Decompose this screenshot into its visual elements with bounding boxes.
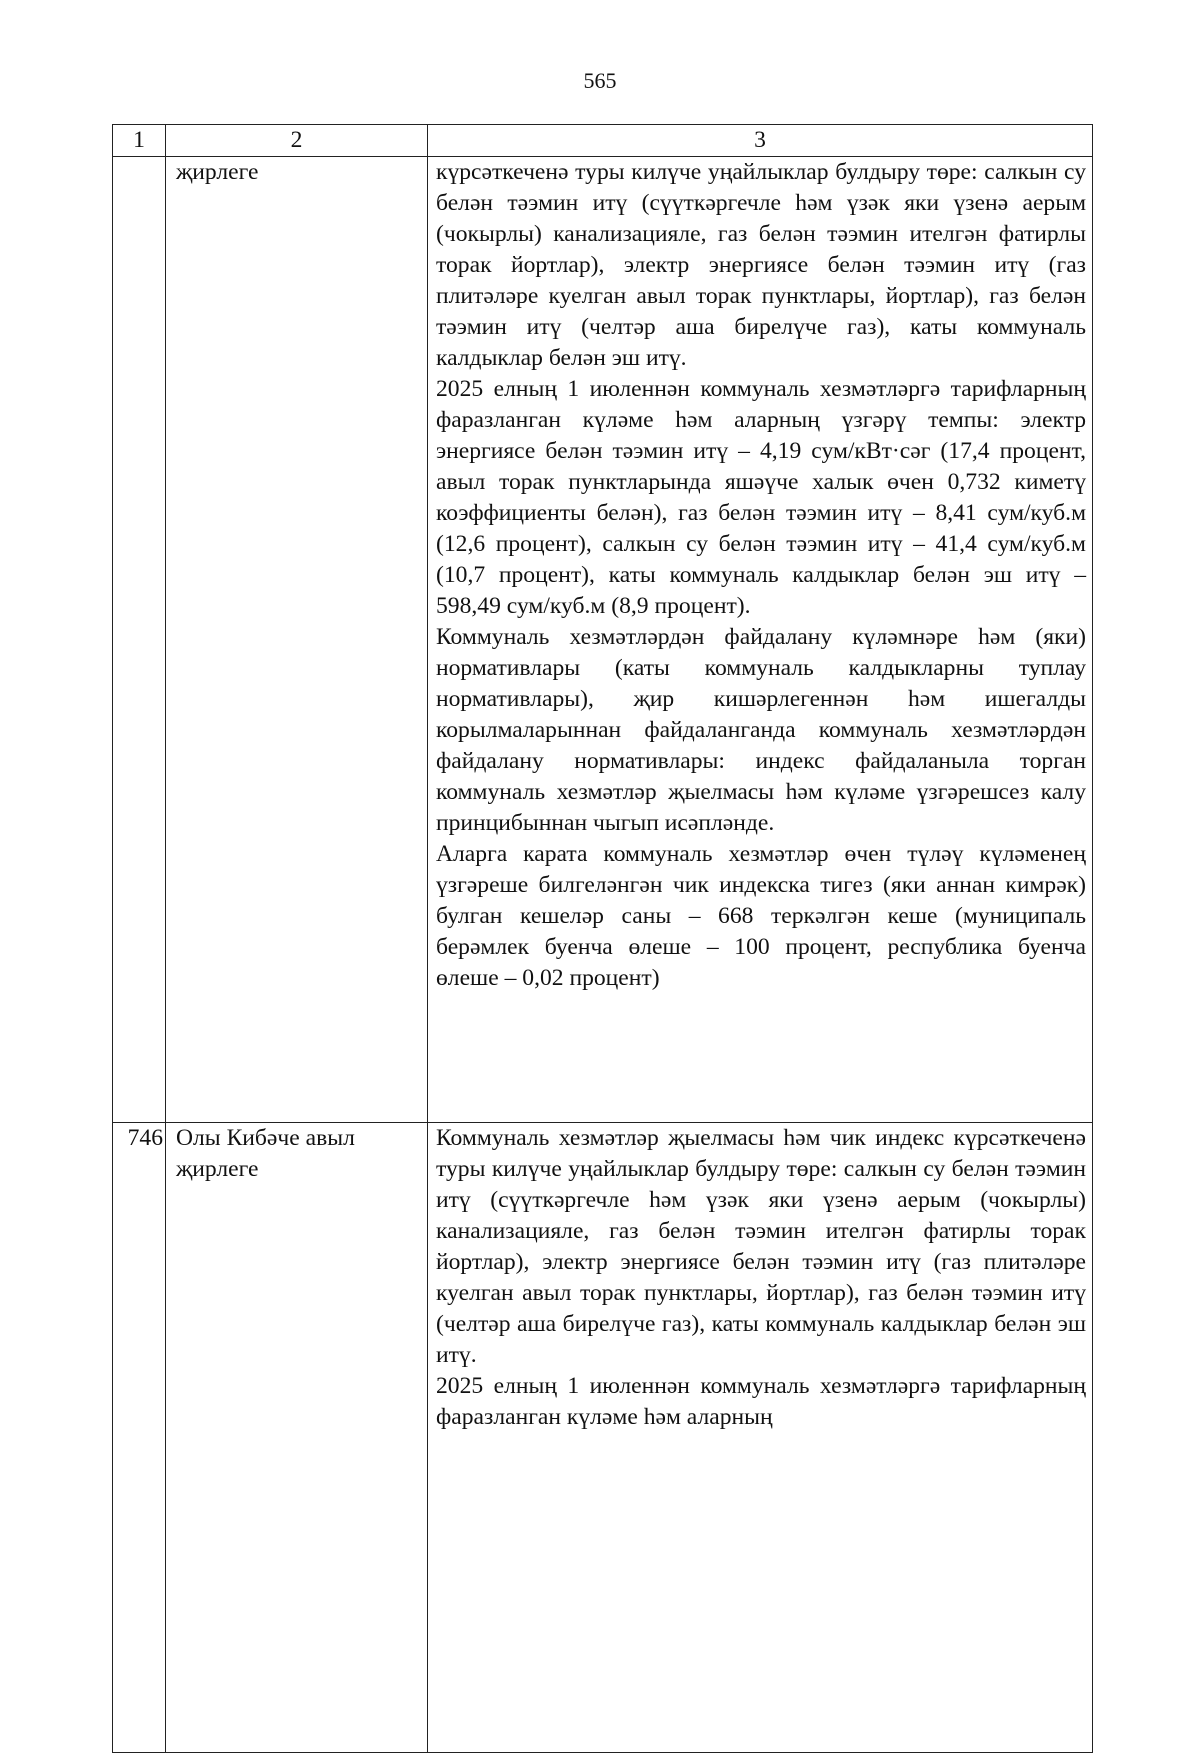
- settlement-name-line: җирлеге: [176, 159, 259, 185]
- description-cell: [428, 1123, 1093, 1753]
- column-header-2: 2: [166, 125, 428, 157]
- column-header-3: 3: [428, 125, 1093, 157]
- description-paragraph: 2025 елның 1 июленнән коммуналь хезмәтләргә тарифларның фаразланган күләме һәм аларның: [436, 1373, 1086, 1430]
- description-paragraph: Коммуналь хезмәтләрдән файдалану күләмнәре һәм (яки) нормативлары (каты коммуналь калдыкларны туплау нормативлары), җир кишәрлегеннән һәм ишегалды корылмаларыннан файдаланганда коммуналь хезмәтләрдән файдалану нормативлары: индекс файдаланыла торган коммуналь хезмәтләр җыелмасы һәм күләме үзгәрешсез калу принцибыннан чыгып исәпләнде.: [436, 624, 1086, 836]
- settlement-name-line: Олы Кибәче авыл: [176, 1125, 355, 1151]
- table-header-row: [113, 125, 1093, 157]
- description-paragraph: Аларга карата коммуналь хезмәтләр өчен түләү күләменең үзгәреше билгеләнгән чик индекска тигез (яки аннан кимрәк) булган кешеләр саны – 668 теркәлгән кеше (муниципаль берәмлек буенча өлеше – 100 процент, республика буенча өлеше – 0,02 процент): [436, 841, 1086, 991]
- row-number: [113, 157, 166, 1123]
- settlement-name: [166, 157, 428, 1123]
- table-row: [113, 1123, 1093, 1753]
- description-paragraph: күрсәткеченә туры килүче уңайлыклар булдыру төре: салкын су белән тәэмин итү (сүүткәргечле һәм үзәк яки үзенә аерым (чокырлы) канализацияле, газ белән тәэмин ителгән фатирлы торак йортлар), электр энергиясе белән тәэмин итү (газ плитәләре куелган авыл торак пунктлары, йортлар), газ белән тәэмин итү (челтәр аша бирелүче газ), каты коммуналь калдыклар белән эш итү.: [436, 159, 1086, 371]
- page-number: 565: [583, 68, 617, 93]
- settlement-name-line: җирлеге: [176, 1156, 259, 1182]
- column-header-1: 1: [113, 125, 166, 157]
- table-row: [113, 157, 1093, 1123]
- description-paragraph: 2025 елның 1 июленнән коммуналь хезмәтләргә тарифларның фаразланган күләме һәм аларның үзгәрү темпы: электр энергиясе белән тәэмин итү – 4,19 сум/кВт·сәг (17,4 процент, авыл торак пунктларында яшәүче халык өчен 0,732 киметү коэффициенты белән), газ белән тәэмин итү – 8,41 сум/куб.м (12,6 процент), салкын су белән тәэмин итү – 41,4 сум/куб.м (10,7 процент), каты коммуналь калдыклар белән эш итү – 598,49 сум/куб.м (8,9 процент).: [436, 376, 1086, 619]
- row-number: 746: [113, 1123, 166, 1753]
- data-table: [112, 124, 1093, 1753]
- description-cell: [428, 157, 1093, 1123]
- description-paragraph: Коммуналь хезмәтләр җыелмасы һәм чик индекс күрсәткеченә туры килүче уңайлыклар булдыру төре: салкын су белән тәэмин итү (сүүткәргечле һәм үзәк яки үзенә аерым (чокырлы) канализацияле, газ белән тәэмин ителгән фатирлы торак йортлар), электр энергиясе белән тәэмин итү (газ плитәләре куелган авыл торак пунктлары, йортлар), газ белән тәэмин итү (челтәр аша бирелүче газ), каты коммуналь калдыклар белән эш итү.: [436, 1125, 1086, 1368]
- settlement-name: [166, 1123, 428, 1753]
